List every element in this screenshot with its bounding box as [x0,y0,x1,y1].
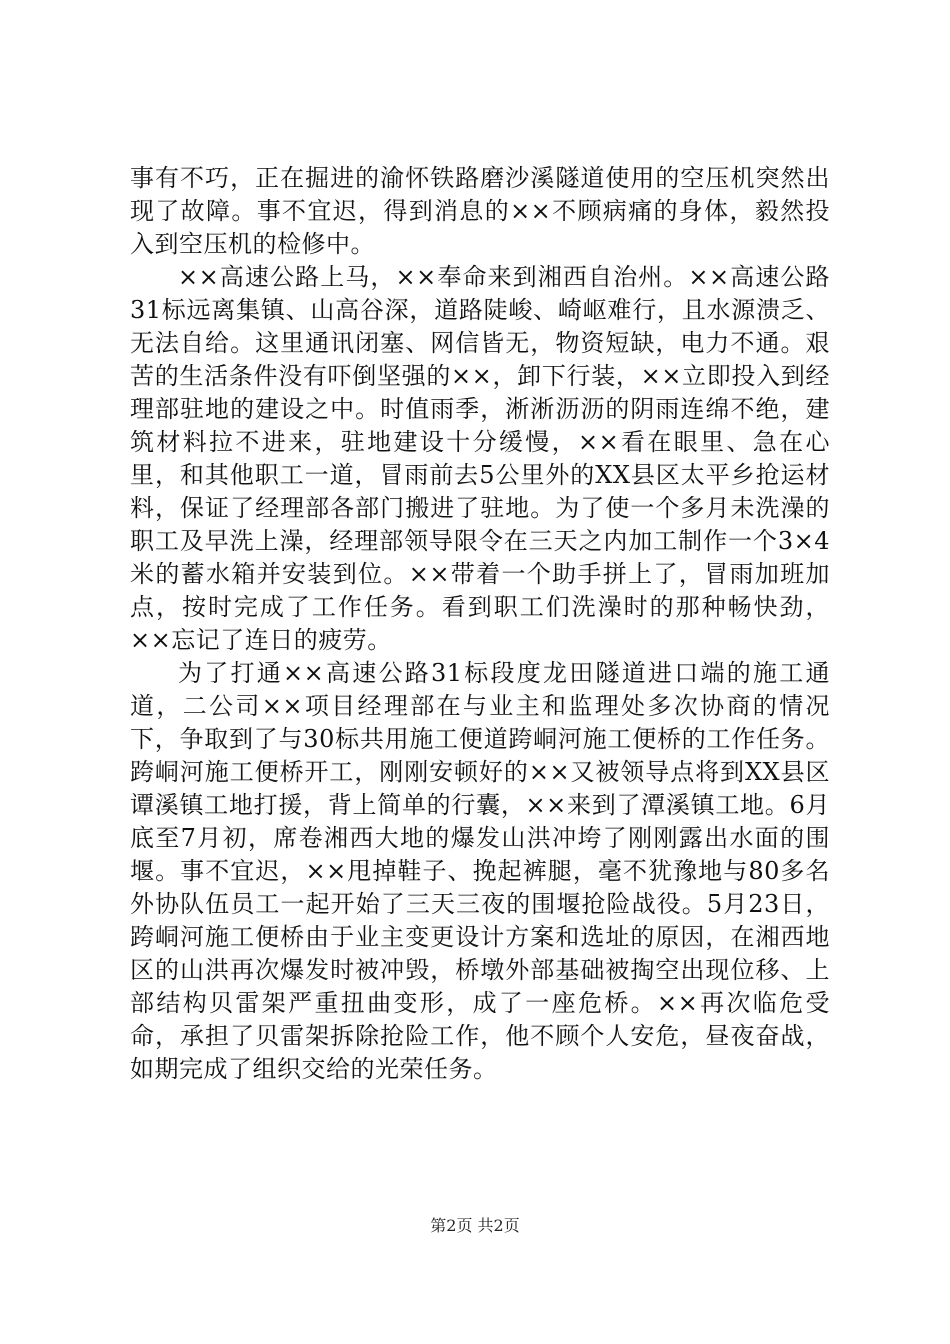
page-footer [0,1216,950,1236]
paragraph-1: 事有不巧，正在掘进的渝怀铁路磨沙溪隧道使用的空压机突然出现了故障。事不宜迟，得到消息的××不顾病痛的身体，毅然投入到空压机的检修中。 [130,164,830,258]
page-number: 第2页 共2页 [430,1216,520,1235]
body-text [130,162,830,1086]
paragraph-3: 为了打通××高速公路31标段度龙田隧道进口端的施工通道，二公司××项目经理部在与业主和监理处多次协商的情况下，争取到了与30标共用施工便道跨峒河施工便桥的工作任务。跨峒河施工便桥开工，刚刚安顿好的××又被领导点将到XX县区谭溪镇工地打援，背上简单的行囊，××来到了潭溪镇工地。6月底至7月初，席卷湘西大地的爆发山洪冲垮了刚刚露出水面的围堰。事不宜迟，××甩掉鞋子、挽起裤腿，毫不犹豫地与80多名外协队伍员工一起开始了三天三夜的围堰抢险战役。5月23日，跨峒河施工便桥由于业主变更设计方案和选址的原因，在湘西地区的山洪再次爆发时被冲毁，桥墩外部基础被掏空出现位移、上部结构贝雷架严重扭曲变形，成了一座危桥。××再次临危受命，承担了贝雷架拆除抢险工作，他不顾个人安危，昼夜奋战，如期完成了组织交给的光荣任务。 [130,659,830,1083]
paragraph-2: ××高速公路上马，××奉命来到湘西自治州。××高速公路31标远离集镇、山高谷深，道路陡峻、崎岖难行，且水源溃乏、无法自给。这里通讯闭塞、网信皆无，物资短缺，电力不通。艰苦的生活条件没有吓倒坚强的××，卸下行装，××立即投入到经理部驻地的建设之中。时值雨季，淅淅沥沥的阴雨连绵不绝，建筑材料拉不进来，驻地建设十分缓慢，××看在眼里、急在心里，和其他职工一道，冒雨前去5公里外的XX县区太平乡抢运材料，保证了经理部各部门搬进了驻地。为了使一个多月未洗澡的职工及早洗上澡，经理部领导限令在三天之内加工制作一个3×4米的蓄水箱并安装到位。××带着一个助手拼上了，冒雨加班加点，按时完成了工作任务。看到职工们洗澡时的那种畅快劲，××忘记了连日的疲劳。 [130,263,830,654]
